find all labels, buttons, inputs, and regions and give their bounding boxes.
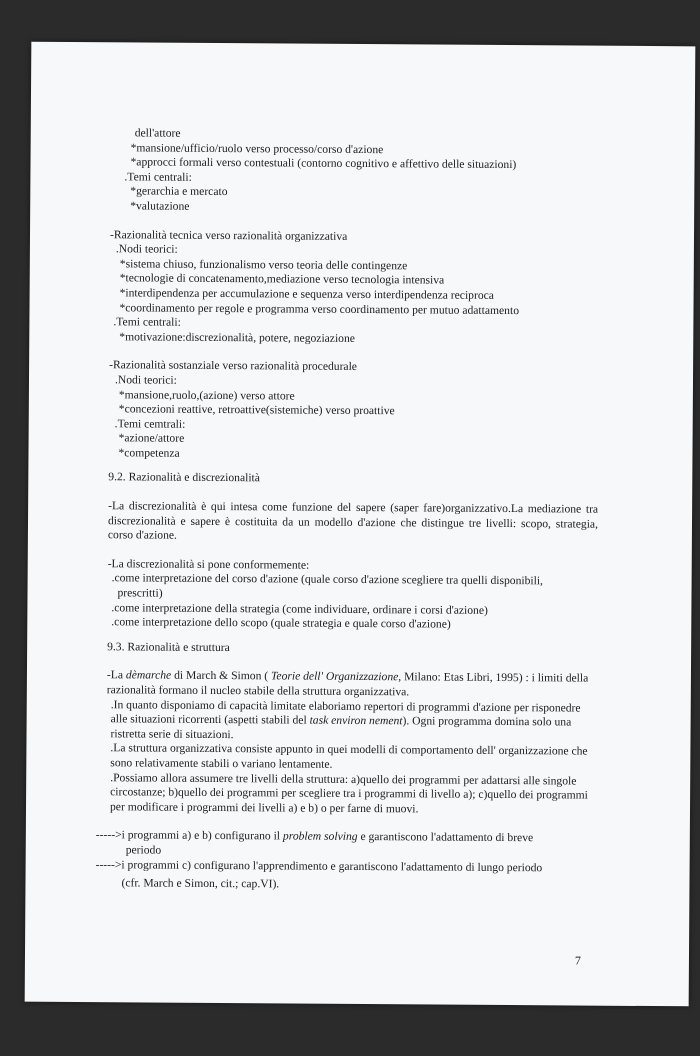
document-page <box>25 42 696 1007</box>
text-line: *interdipendenza per accumulazione e sequenza verso interdipendenza reciproca <box>119 286 495 302</box>
section-heading-line: -Razionalità tecnica verso razionalità organizzativa <box>109 227 348 243</box>
text-line: *sistema chiuso, funzionalismo verso teoria delle contingenze <box>119 257 408 273</box>
citation: (cfr. March e Simon, cit.; cap.VI). <box>121 876 280 891</box>
section-heading: 9.2. Razionalità e discrezionalità <box>108 470 260 485</box>
text-line: prescritti) <box>117 586 163 600</box>
paragraph: ----->i programmi c) configurano l'apprendimento e garantiscono l'adattamento di lungo periodo <box>95 857 543 874</box>
text-line: *competenza <box>118 446 180 460</box>
text-line: *motivazione:discrezionalità, potere, negoziazione <box>119 330 355 345</box>
text-line: *valutazione <box>130 199 190 213</box>
page-body <box>95 126 610 894</box>
text-line: .Temi centrali: <box>124 170 192 184</box>
text-line: dell'attore <box>134 126 181 140</box>
paragraph: -La discrezionalità è qui intesa come funzione del sapere (saper fare)organizzativo.La mediazione tra discrezionalità e sapere è costituita da un modello d'azione che distingue tre livelli: scopo, strategia, corso d'azione. <box>107 499 599 542</box>
text-line: *tecnologie di concatenamento,mediazione verso tecnologia intensiva <box>119 271 445 287</box>
text-line: -La discrezionalità si pone conformemente: <box>107 557 310 572</box>
section-heading-line: -Razionalità sostanziale verso razionalità procedurale <box>109 358 358 374</box>
text-line: *azione/attore <box>118 431 185 446</box>
section-heading: 9.3. Razionalità e struttura <box>107 640 230 654</box>
paragraph: .Possiamo allora assumere tre livelli della struttura: a)quello dei programmi per adattarsi alle singole circostanze; b)quello dei programmi per scegliere tra i programmi di livello a); c)quello dei programmi per modificare i programmi dei livelli a) e b) o per farne di muovi. <box>109 770 588 816</box>
page-number: 7 <box>574 953 582 968</box>
text-line: *gerarchia e mercato <box>130 184 228 199</box>
text-line: ----->i programmi a) e b) configurano il problem solving e garantiscono l'adattamento di breve <box>95 828 534 845</box>
text-line: .Temi cemtrali: <box>114 416 186 431</box>
text-line: *concezioni reattive, retroattive(sistemiche) verso proattive <box>118 402 395 418</box>
text-line: .Nodi teorici: <box>114 373 177 387</box>
text-line: .come interpretazione dello scopo (quale strategia e quale corso d'azione) <box>111 615 451 631</box>
text-line: periodo <box>125 843 162 857</box>
paragraph: .In quanto disponiamo di capacità limitate elaboriamo repertori di programmi d'azione per risponedre alle situazioni ricorrenti (aspetti stabili del task environ nement). Ogni programma domina solo una ristretta serie di situazioni. <box>110 697 581 741</box>
text-line: .come interpretazione del corso d'azione (quale corso d'azione scegliere tra quelli disponibili, <box>111 571 544 588</box>
text-line: *approcci formali verso contestuali (contorno cognitivo e affettivo delle situazioni) <box>130 155 517 172</box>
text-line: *coordinamento per regole e programma verso coordinamento per mutuo adattamento <box>119 300 520 317</box>
paragraph: .La struttura organizzativa consiste appunto in quei modelli di comportamento dell' organizzazione che sono relativamente stabili o variano lentamente. <box>110 741 588 771</box>
text-line: .Nodi teorici: <box>115 242 178 256</box>
text-line: .come interpretazione della strategia (come individuare, ordinare i corsi d'azione) <box>111 600 488 617</box>
text-line: .Temi centrali: <box>113 315 181 329</box>
text-line: *mansione/ufficio/ruolo verso processo/corso d'azione <box>130 140 384 156</box>
text-line: *mansione,ruolo,(azione) verso attore <box>118 387 295 403</box>
paragraph: -La dèmarche di March & Simon ( Teorie dell' Organizzazione, Milano: Etas Libri, 1995) : i limiti della razionalità formano il nucleo stabile della struttura organizzativa. <box>106 668 589 699</box>
